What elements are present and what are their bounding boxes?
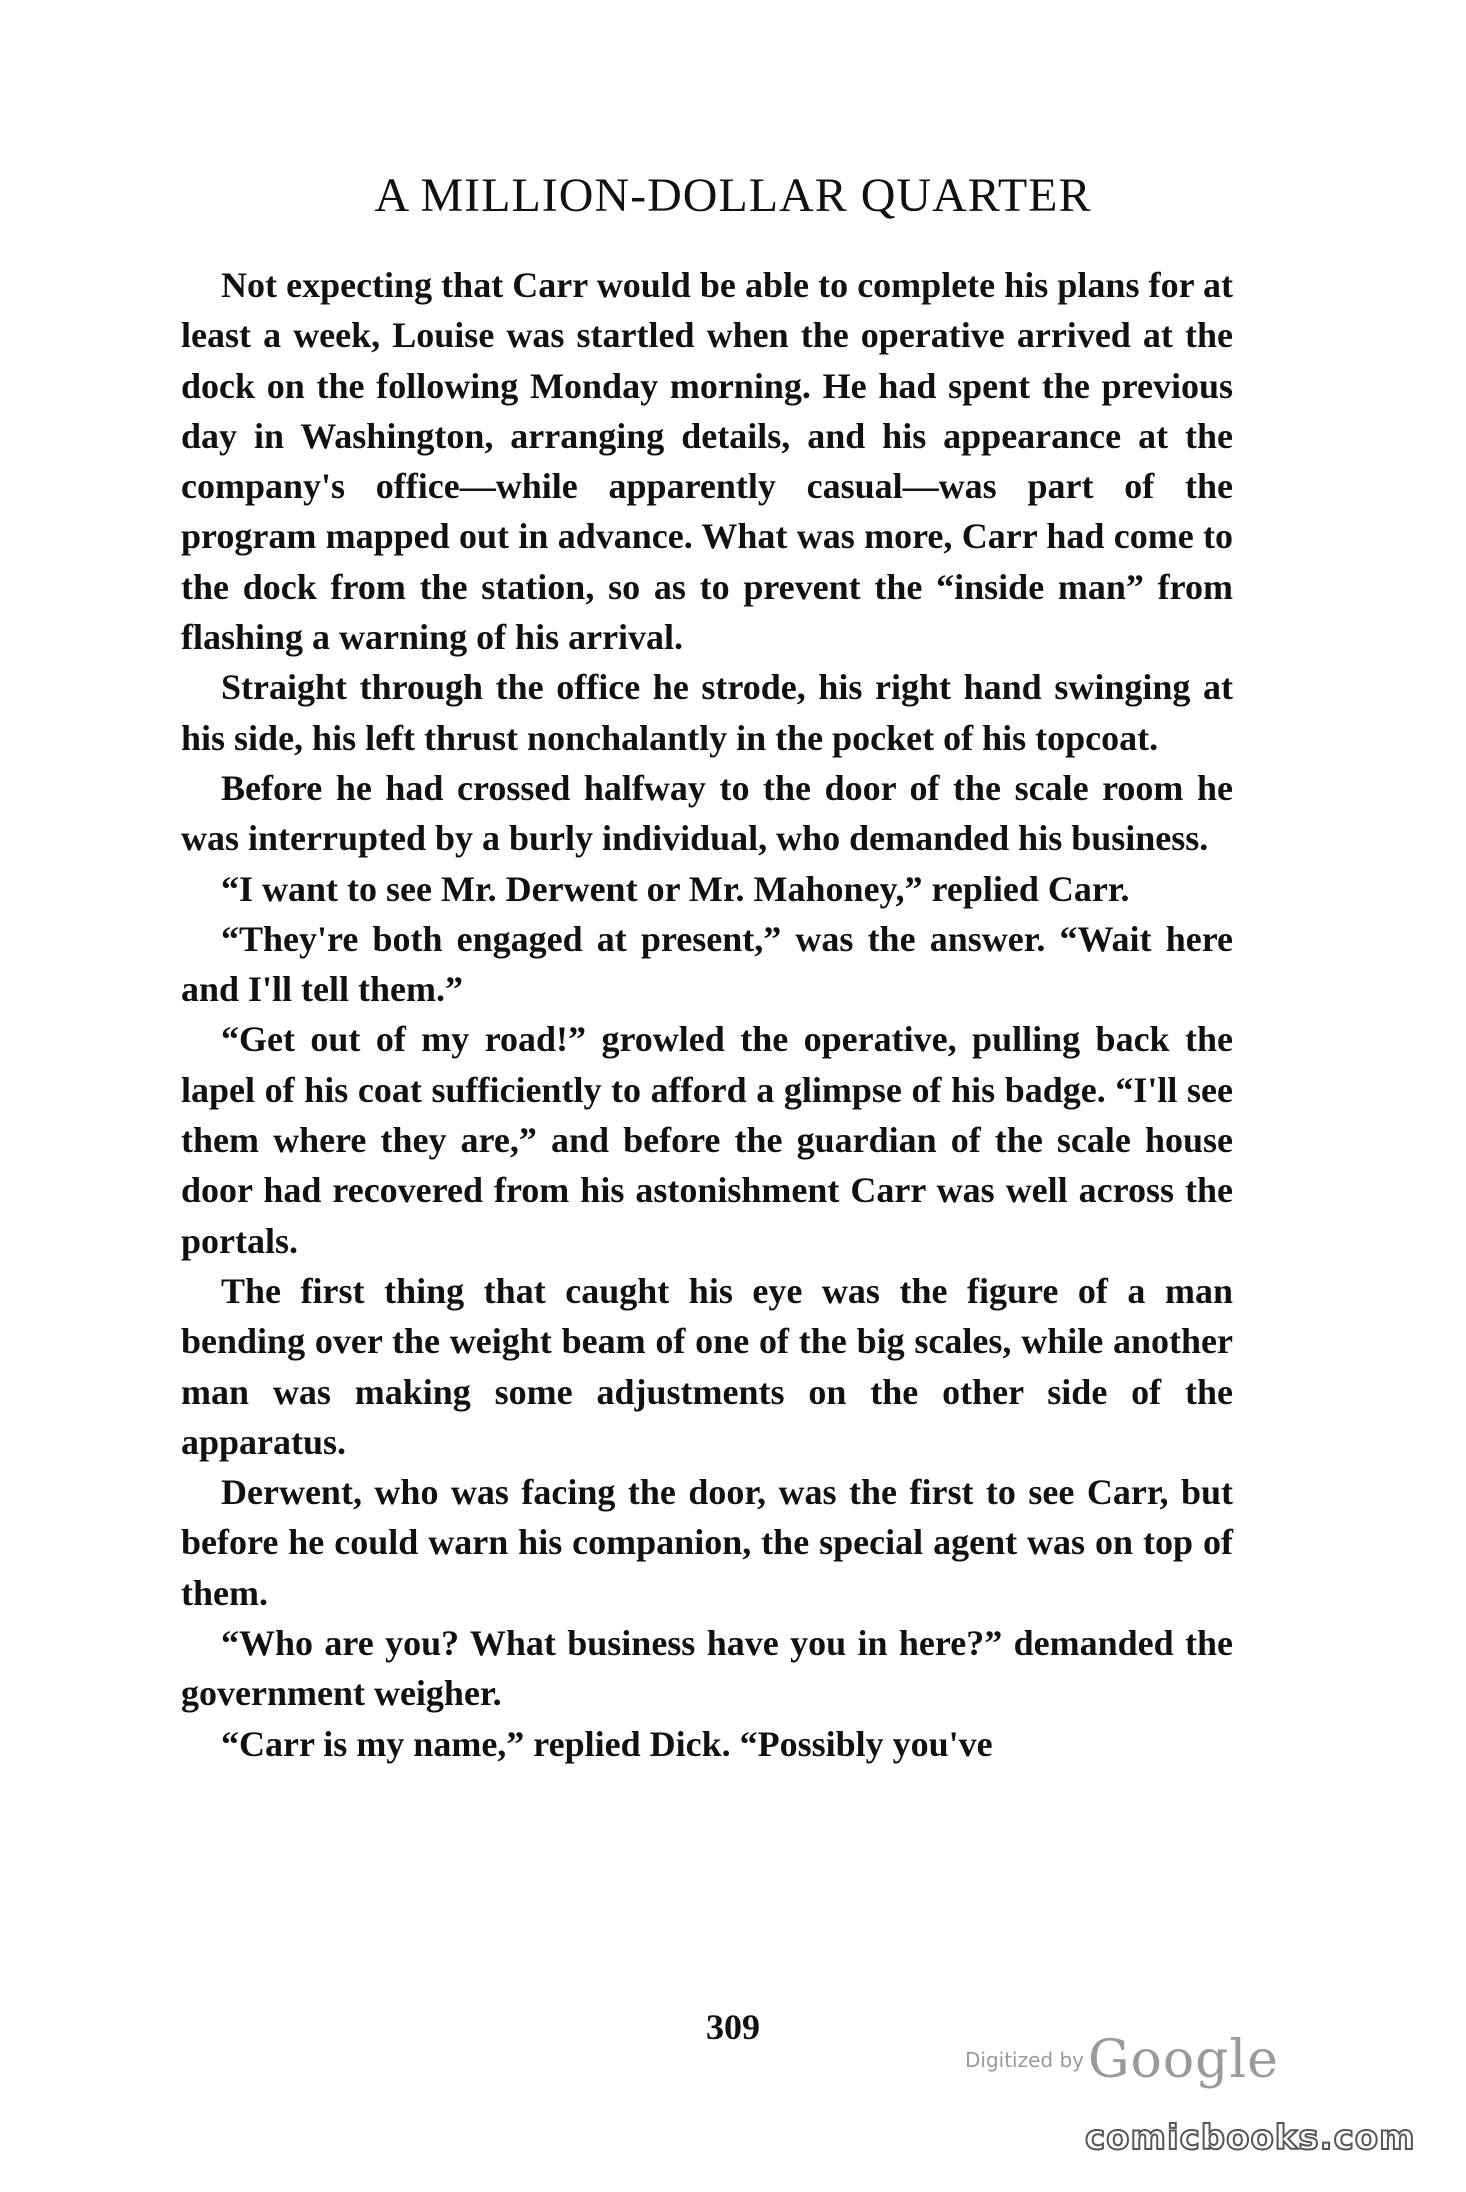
google-logo: Google [1088, 2030, 1279, 2090]
paragraph: Derwent, who was facing the door, was the first to see Carr, but before he could warn his companion, the special agent was on top of them. [181, 1472, 1233, 1613]
body-text [181, 260, 1233, 1769]
paragraph: The first thing that caught his eye was the figure of a man bending over the weight beam of one of the big scales, while another man was making some adjustments on the other side of the apparatus. [181, 1270, 1233, 1462]
paragraph: “I want to see Mr. Derwent or Mr. Mahoney,” replied Carr. [221, 868, 1130, 909]
watermark: comicbooks.com [1085, 2118, 1416, 2158]
paragraph: Straight through the office he strode, his right hand swinging at his side, his left thrust nonchalantly in the pocket of his topcoat. [181, 667, 1233, 758]
digitized-by-notice [965, 2030, 1285, 2100]
paragraph: “They're both engaged at present,” was the answer. “Wait here and I'll tell them.” [181, 918, 1233, 1010]
page-number: 309 [706, 2007, 760, 2047]
paragraph: Not expecting that Carr would be able to complete his plans for at least a week, Louise was startled when the operative arrived at the dock on the following Monday morning. He had spent the previous day in Washington, arranging details, and his appearance at the company's office—while apparently casual—was part of the program mapped out in advance. What was more, Carr had come to the dock from the station, so as to prevent the “inside man” from flashing a warning of his arrival. [181, 265, 1233, 658]
paragraph: “Who are you? What business have you in here?” demanded the government weigher. [181, 1623, 1233, 1714]
digitized-label: Digitized by [965, 2048, 1084, 2072]
running-title: A MILLION-DOLLAR QUARTER [374, 169, 1092, 222]
paragraph: “Carr is my name,” replied Dick. “Possibly you've [221, 1723, 993, 1764]
paragraph: Before he had crossed halfway to the door of the scale room he was interrupted by a burly individual, who demanded his business. [181, 767, 1233, 859]
paragraph: “Get out of my road!” growled the operative, pulling back the lapel of his coat sufficiently to afford a glimpse of his badge. “I'll see them where they are,” and before the guardian of the scale house door had recovered from his astonishment Carr was well across the portals. [181, 1019, 1233, 1261]
